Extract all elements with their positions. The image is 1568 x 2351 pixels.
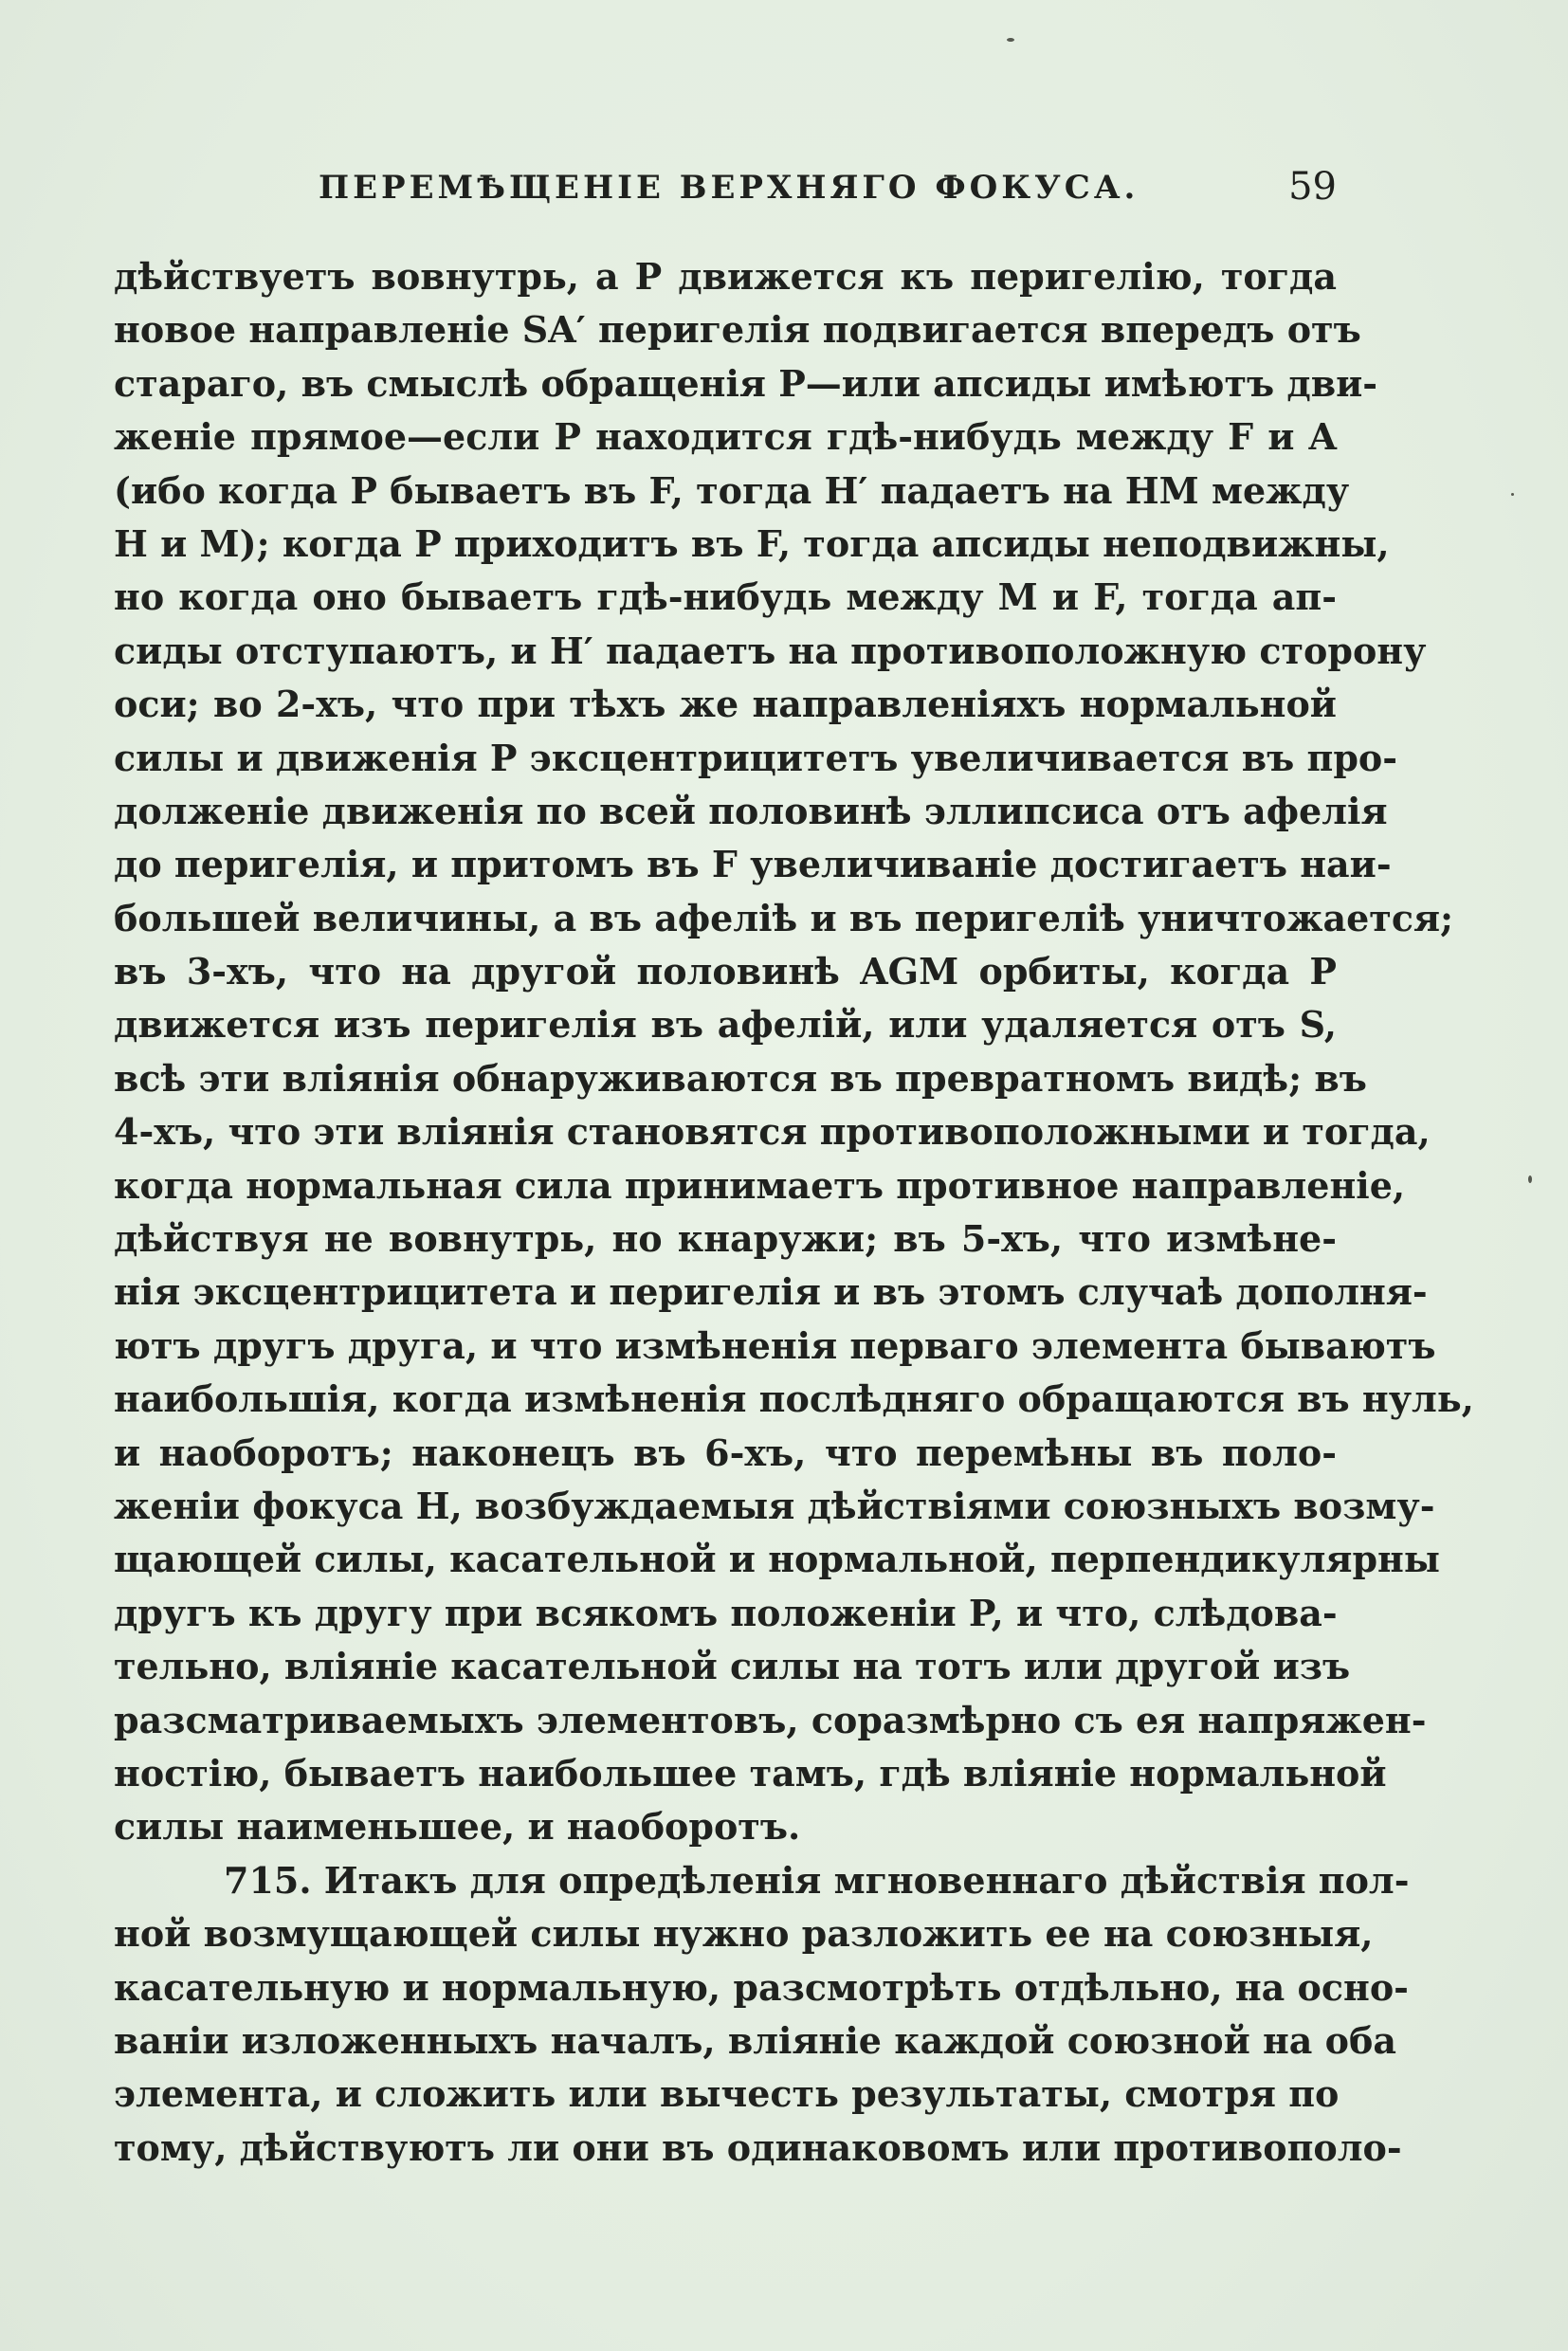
text-line: (ибо когда P бываетъ въ F, тогда H′ падаетъ на HM между	[114, 468, 1350, 512]
page-number: 59	[1288, 165, 1337, 209]
text-line: женіе прямое—если P находится гдѣ-нибудь между F и A	[114, 415, 1337, 459]
print-speck	[1528, 1176, 1532, 1183]
text-line: большей величины, а въ афеліѣ и въ перигеліѣ уничтожается;	[114, 896, 1454, 939]
text-line: ютъ другъ друга, и что измѣненія перваго элемента бываютъ	[114, 1323, 1436, 1367]
text-line: женіи фокуса H, возбуждаемыя дѣйствіями союзныхъ возму-	[114, 1484, 1435, 1527]
text-line: всѣ эти вліянія обнаруживаются въ превратномъ видѣ; въ	[114, 1056, 1367, 1100]
running-title: ПЕРЕМѢЩЕНІЕ ВЕРХНЯГО ФОКУСА.	[319, 169, 1140, 207]
text-line: когда нормальная сила принимаетъ противное направленіе,	[114, 1163, 1406, 1207]
text-line: ной возмущающей силы нужно разложить ее на союзныя,	[114, 1912, 1374, 1956]
text-line: движется изъ перигелія въ афелій, или удаляется отъ S,	[114, 1003, 1337, 1047]
text-line: силы и движенія P эксцентрицитетъ увеличивается въ про-	[114, 736, 1398, 779]
text-line: ваніи изложенныхъ началъ, вліяніе каждой союзной на оба	[114, 2018, 1396, 2062]
print-speck	[1511, 493, 1514, 496]
text-line: H и M); когда P приходитъ въ F, тогда апсиды неподвижны,	[114, 521, 1390, 565]
text-line: разсматриваемыхъ элементовъ, соразмѣрно съ ея напряжен-	[114, 1698, 1427, 1741]
text-line: другъ къ другу при всякомъ положеніи P, и что, слѣдова-	[114, 1591, 1338, 1634]
text-line: стараго, въ смыслѣ обращенія P—или апсиды имѣютъ дви-	[114, 361, 1378, 405]
text-line: сиды отступаютъ, и H′ падаетъ на противоположную сторону	[114, 629, 1427, 672]
text-line: элемента, и сложить или вычесть результаты, смотря по	[114, 2072, 1340, 2116]
text-line: тому, дѣйствуютъ ли они въ одинаковомъ или противополо-	[114, 2125, 1402, 2169]
text-line: 4-хъ, что эти вліянія становятся противоположными и тогда,	[114, 1110, 1431, 1154]
text-line: до перигелія, и притомъ въ F увеличиваніе достигаетъ наи-	[114, 843, 1392, 886]
section-715-first-line: 715. Итакъ для опредѣленія мгновеннаго дѣйствія пол-	[224, 1858, 1410, 1902]
text-line: долженіе движенія по всей половинѣ эллипсиса отъ афелія	[114, 789, 1388, 832]
text-line: новое направленіе SA′ перигелія подвигается впередъ отъ	[114, 308, 1361, 352]
body-text	[114, 250, 1474, 2175]
text-line: щающей силы, касательной и нормальной, перпендикулярны	[114, 1538, 1440, 1581]
text-line: дѣйствуя не вовнутрь, но кнаружи; въ 5-хъ, что измѣне-	[114, 1217, 1337, 1261]
print-speck	[1007, 38, 1014, 42]
text-line: и наоборотъ; наконецъ въ 6-хъ, что перемѣны въ поло-	[114, 1431, 1337, 1474]
text-line: тельно, вліяніе касательной силы на тотъ или другой изъ	[114, 1645, 1351, 1688]
text-line: но когда оно бываетъ гдѣ-нибудь между M и F, тогда ап-	[114, 575, 1337, 619]
text-line: въ 3-хъ, что на другой половинѣ AGM орбиты, когда P	[114, 950, 1337, 993]
text-line: наибольшія, когда измѣненія послѣдняго обращаются въ нуль,	[114, 1377, 1474, 1421]
text-line: ностію, бываетъ наибольшее тамъ, гдѣ вліяніе нормальной	[114, 1751, 1387, 1795]
page-header	[114, 159, 1337, 216]
text-line: оси; во 2-хъ, что при тѣхъ же направленіяхъ нормальной	[114, 683, 1337, 726]
text-line: нія эксцентрицитета и перигелія и въ этомъ случаѣ дополня-	[114, 1270, 1428, 1314]
paragraph-end-line: силы наименьшее, и наоборотъ.	[114, 1805, 801, 1849]
text-line: касательную и нормальную, разсмотрѣть отдѣльно, на осно-	[114, 1965, 1409, 2009]
text-line: дѣйствуетъ вовнутрь, а P движется къ перигелію, тогда	[114, 255, 1337, 298]
